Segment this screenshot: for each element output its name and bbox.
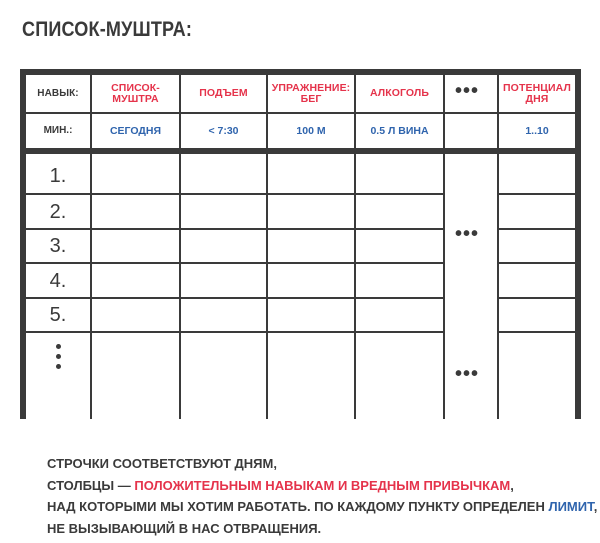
min-label: МИН.: [43, 125, 73, 136]
column-header-drill-list: СПИСОК- МУШТРА [111, 82, 160, 105]
more-rows-indicator [56, 344, 61, 369]
caption [47, 453, 597, 539]
min-wake-up: < 7:30 [208, 124, 239, 137]
ellipsis-bottom: ••• [455, 363, 480, 385]
caption-line-4: НЕ ВЫЗЫВАЮЩИЙ В НАС ОТВРАЩЕНИЯ. [47, 520, 322, 536]
column-header-day-potential: ПОТЕНЦИАЛ ДНЯ [503, 82, 571, 105]
column-header-alcohol: АЛКОГОЛЬ [369, 87, 430, 100]
min-alcohol: 0.5 Л ВИНА [370, 124, 429, 137]
divider [443, 75, 445, 419]
divider [498, 331, 575, 333]
page-title: СПИСОК-МУШТРА: [22, 18, 193, 41]
ellipsis-middle: ••• [455, 223, 480, 245]
caption-line-1: СТРОЧКИ СООТВЕТСТВУЮТ ДНЯМ, [47, 456, 277, 471]
row-number: 4. [49, 269, 67, 292]
divider [26, 148, 575, 154]
column-header-exercise: УПРАЖНЕНИЕ: БЕГ [271, 82, 351, 105]
caption-highlight-limit: ЛИМИТ [548, 499, 594, 514]
divider [498, 297, 575, 299]
column-header-wake-up: ПОДЪЕМ [199, 87, 248, 100]
caption-highlight-skills: ПОЛОЖИТЕЛЬНЫМ НАВЫКАМ И ВРЕДНЫМ ПРИВЫЧКАМ [134, 477, 511, 493]
ellipsis-header: ••• [455, 80, 480, 102]
divider [498, 262, 575, 264]
divider [26, 331, 445, 333]
caption-line-2: СТОЛБЦЫ — ПОЛОЖИТЕЛЬНЫМ НАВЫКАМ И ВРЕДНЫМ ПРИВЫЧКАМ, [47, 477, 514, 493]
caption-line-3: НАД КОТОРЫМИ МЫ ХОТИМ РАБОТАТЬ. ПО КАЖДОМУ ПУНКТУ ОПРЕДЕЛЕН ЛИМИТ, [47, 499, 598, 514]
min-exercise: 100 М [296, 124, 326, 137]
divider [498, 228, 575, 230]
min-day-potential: 1..10 [525, 124, 549, 137]
divider [498, 193, 575, 195]
row-number: 1. [49, 164, 67, 187]
min-drill-list: СЕГОДНЯ [109, 124, 162, 137]
row-number: 5. [49, 304, 67, 326]
row-number: 3. [49, 235, 67, 257]
header-skill-label: НАВЫК: [37, 87, 79, 99]
row-number: 2. [49, 200, 67, 223]
